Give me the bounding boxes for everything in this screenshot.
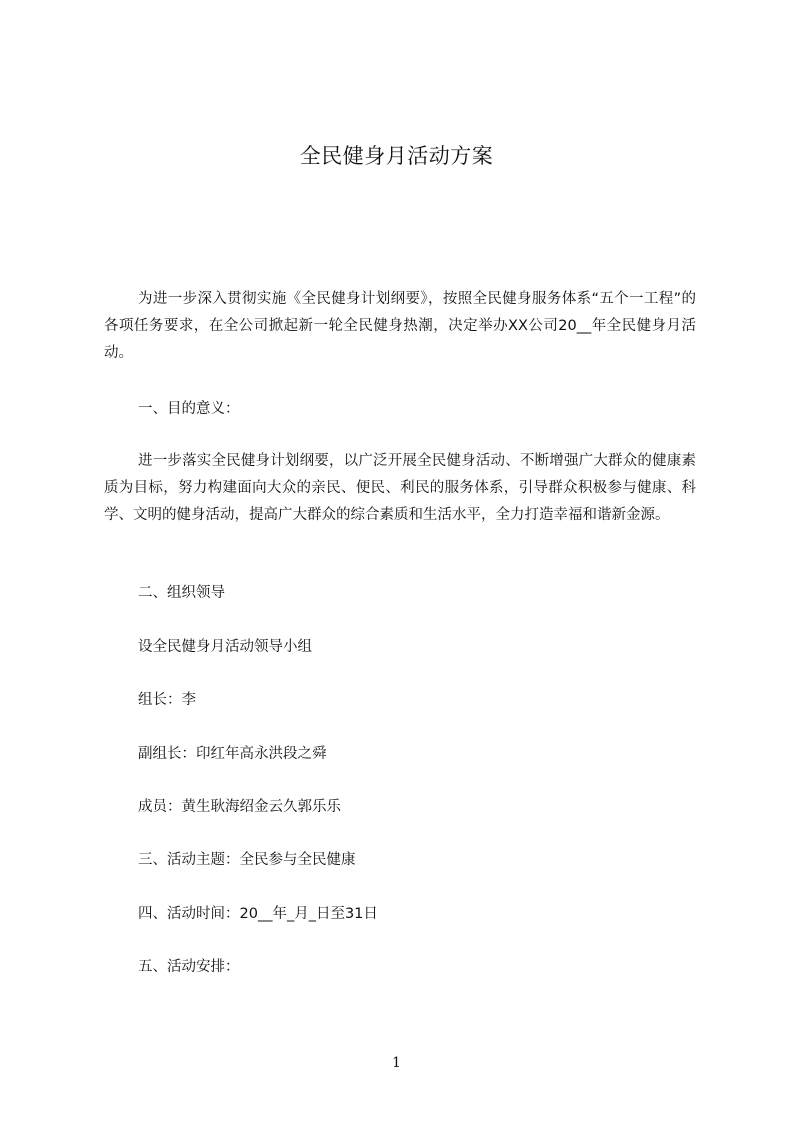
section-4-line: 四、活动时间：20__年_月_日至31日 bbox=[138, 906, 378, 922]
section-2-heading: 二、组织领导 bbox=[138, 585, 225, 601]
group-leader-line: 组长：李 bbox=[138, 692, 196, 708]
leadership-group-line: 设全民健身月活动领导小组 bbox=[138, 639, 312, 655]
intro-paragraph: 为进一步深入贯彻实施《全民健身计划纲要》，按照全民健身服务体系“五个一工程”的各项任务要求，在全公司掀起新一轮全民健身热潮，决定举办XX公司20__年全民健身月活动。 bbox=[104, 291, 696, 361]
members-line: 成员：黄生耿海绍金云久郭乐乐 bbox=[138, 799, 341, 815]
section-1-heading: 一、目的意义： bbox=[138, 401, 240, 417]
document-title: 全民健身月活动方案 bbox=[299, 144, 494, 168]
page-number: 1 bbox=[392, 1055, 401, 1071]
section-3-line: 三、活动主题：全民参与全民健康 bbox=[138, 852, 356, 868]
section-1-body: 进一步落实全民健身计划纲要，以广泛开展全民健身活动、不断增强广大群众的健康素质为目标，努力构建面向大众的亲民、便民、利民的服务体系，引导群众积极参与健康、科学、文明的健身活动，提高广大群众的综合素质和生活水平，全力打造幸福和谐新金源。 bbox=[104, 453, 696, 523]
section-5-heading: 五、活动安排： bbox=[138, 959, 240, 975]
deputy-leader-line: 副组长：印红年高永洪段之舜 bbox=[138, 746, 327, 762]
